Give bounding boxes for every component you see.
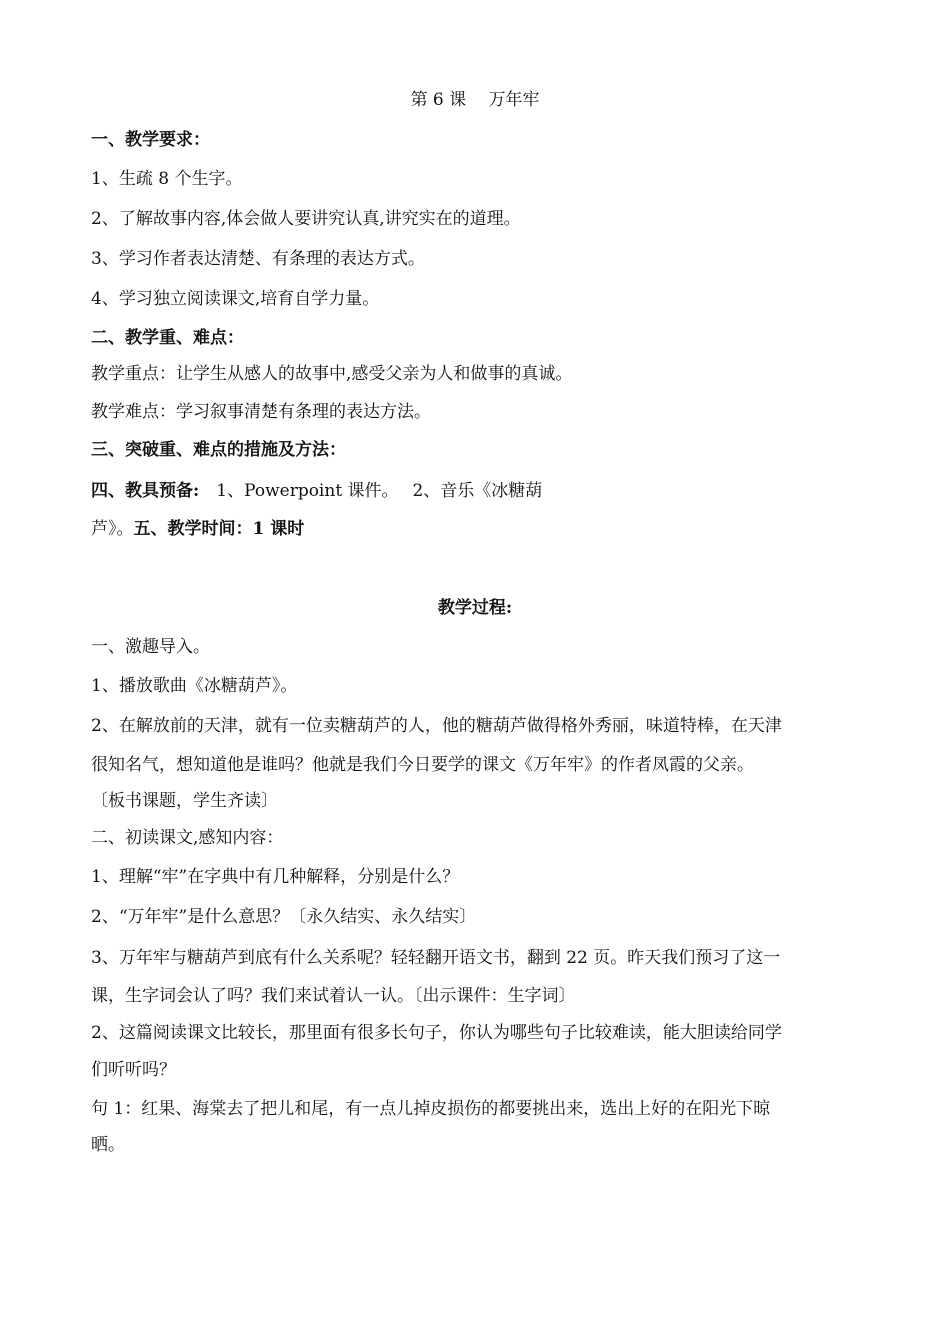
section-heading-time: 五、教学时间：1 课时 [133, 519, 305, 539]
tools-line [91, 480, 542, 502]
process-line: 〔板书课题，学生齐读〕 [91, 791, 278, 811]
process-line: 1、理解“牢”在字典中有几种解释，分别是什么？ [91, 867, 460, 887]
requirement-item: 1、生疏 8 个生字。 [91, 169, 243, 189]
process-line: 3、万年牢与糖葫芦到底有什么关系呢？轻轻翻开语文书，翻到 22 页。昨天我们预习了这一 [91, 948, 781, 968]
requirement-item: 2、了解故事内容,体会做人要讲究认真,讲究实在的道理。 [91, 209, 521, 229]
process-line: 2、这篇阅读课文比较长，那里面有很多长句子，你认为哪些句子比较难读，能大胆读给同学 [91, 1023, 782, 1043]
difficulty-text: 教学难点：学习叙事清楚有条理的表达方法。 [91, 402, 431, 422]
requirement-item: 4、学习独立阅读课文,培育自学力量。 [91, 289, 380, 309]
section-heading-requirements: 一、教学要求： [91, 130, 210, 150]
process-line: 课，生字词会认了吗？我们来试着认一认。〔出示课件：生字词〕 [91, 986, 576, 1006]
process-line: 2、“万年牢”是什么意思？〔永久结实、永久结实〕 [91, 907, 477, 927]
process-line: 晒。 [91, 1135, 125, 1155]
tools-text: 1、Powerpoint 课件。 2、音乐《冰糖葫 [199, 481, 543, 501]
tools-text-continued: 芦》。 [91, 519, 134, 539]
section-heading-key-points: 二、教学重、难点： [91, 328, 244, 348]
page-title: 第 6 课 万年牢 [410, 90, 540, 110]
key-point-text: 教学重点：让学生从感人的故事中,感受父亲为人和做事的真诚。 [91, 364, 573, 384]
process-line: 1、播放歌曲《冰糖葫芦》。 [91, 676, 298, 696]
section-heading-methods: 三、突破重、难点的措施及方法： [91, 440, 346, 460]
process-line: 很知名气，想知道他是谁吗？他就是我们今日要学的课文《万年牢》的作者凤霞的父亲。 [91, 755, 754, 775]
process-line: 们听听吗？ [91, 1060, 176, 1080]
requirement-item: 3、学习作者表达清楚、有条理的表达方式。 [91, 249, 425, 269]
process-line: 二、初读课文,感知内容： [91, 828, 284, 848]
tools-continuation-line [91, 518, 304, 540]
process-heading: 教学过程: [437, 598, 513, 618]
process-line: 2、在解放前的天津，就有一位卖糖葫芦的人，他的糖葫芦做得格外秀丽，味道特棒，在天津 [91, 716, 782, 736]
section-heading-tools: 四、教具预备: [91, 481, 200, 501]
process-line: 一、激趣导入。 [91, 637, 210, 657]
process-line: 句 1：红果、海棠去了把儿和尾，有一点儿掉皮损伤的都要挑出来，选出上好的在阳光下晾 [91, 1099, 771, 1119]
